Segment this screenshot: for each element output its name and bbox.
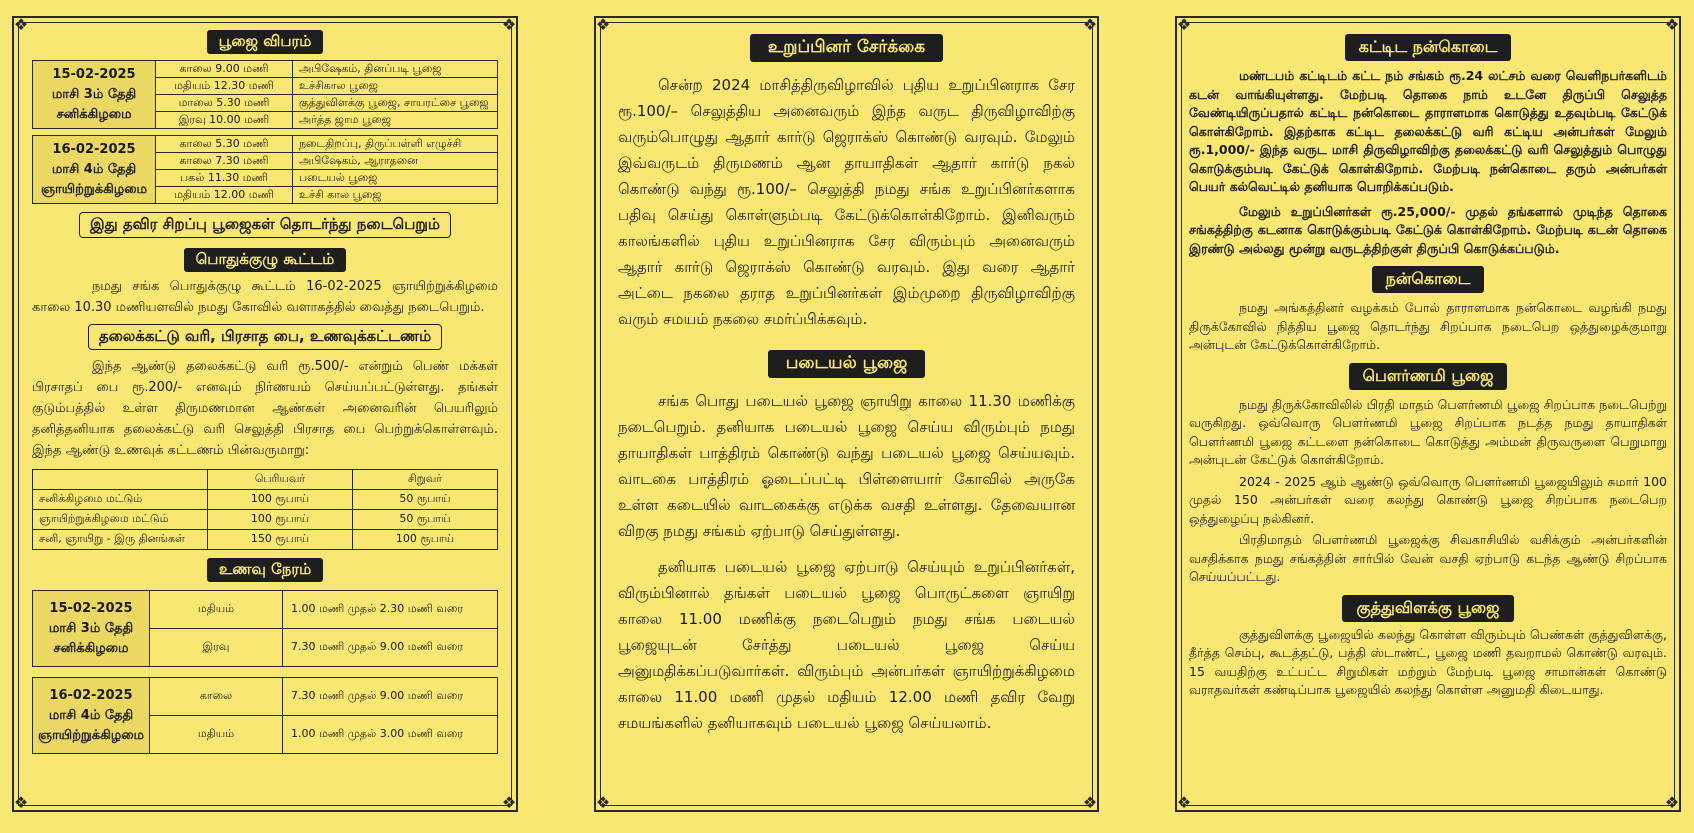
ornament-icon: ❖ [1664, 15, 1680, 34]
fee-header: பெரியவர் [208, 470, 353, 490]
left-panel [12, 16, 518, 812]
pooja-schedule-table-day1 [32, 60, 498, 129]
event-cell: அர்த்த ஜாம பூஜை [293, 112, 498, 129]
food-time-heading: உணவு நேரம் [207, 558, 323, 582]
pooja-schedule-heading: பூஜை விபரம் [207, 30, 324, 54]
food-time-table-day2 [32, 677, 498, 754]
donation-heading: நன்கொடை [1372, 266, 1485, 293]
event-cell: அபிஷேகம், ஆராதனை [293, 153, 498, 170]
event-cell: படையல் பூஜை [293, 170, 498, 187]
meal-time: 1.00 மணி முதல் 2.30 மணி வரை [283, 591, 498, 629]
special-pooja-note: இது தவிர சிறப்பு பூஜைகள் தொடர்ந்து நடைபெறும் [79, 212, 451, 238]
time-cell: காலை 7.30 மணி [156, 153, 293, 170]
time-cell: காலை 5.30 மணி [156, 136, 293, 153]
event-cell: குத்துவிளக்கு பூஜை, சாயரட்சை பூஜை [293, 95, 498, 112]
time-cell: மாலை 5.30 மணி [156, 95, 293, 112]
membership-heading: உறுப்பினர் சேர்க்கை [750, 34, 943, 62]
general-meeting-text: நமது சங்க பொதுக்குழு கூட்டம் 16-02-2025 ஞாயிற்றுக்கிழமை காலை 10.30 மணியளவில் நமது கோவில் வளாகத்தில் வைத்து நடைபெறும். [32, 279, 498, 315]
date-cell: 15-02-2025 மாசி 3ம் தேதி சனிக்கிழமை [33, 61, 156, 129]
kuthuvilakku-heading: குத்துவிளக்கு பூஜை [1342, 595, 1513, 622]
meal-label: மதியம் [150, 716, 283, 754]
event-cell: நடைதிறப்பு, திருப்பள்ளி எழுச்சி [293, 136, 498, 153]
general-meeting-heading: பொதுக்குழு கூட்டம் [184, 248, 347, 272]
ornament-icon: ❖ [595, 15, 611, 34]
donation-text: நமது அங்கத்தினர் வழக்கம் போல் தாராளமாக நன்கொடை வழங்கி நமது திருக்கோவில் நித்திய பூஜை தொடர்ந்து சிறப்பாக நடைபெற ஒத்துழைக்குமாறு அன்புடன் கேட்டுக்கொள்கிறோம். [1189, 300, 1667, 352]
ornament-icon: ❖ [501, 793, 517, 812]
fee-row-label: ஞாயிற்றுக்கிழமை மட்டும் [33, 510, 208, 530]
meal-time: 7.30 மணி முதல் 9.00 மணி வரை [283, 629, 498, 667]
meal-label: மதியம் [150, 591, 283, 629]
padayal-text-1: சங்க பொது படையல் பூஜை ஞாயிறு காலை 11.30 மணிக்கு நடைபெறும். தனியாக படையல் பூஜை செய்ய விரும்பும் நமது தாயாதிகள் பாத்திரம் கொண்டு வந்து படையல் பூஜை செய்யவும். வாடகை பாத்திரம் ஓடைப்பட்டி பிள்ளையார் கோவில் அருகே உள்ள கடையில் வாடகைக்கு எடுக்க வசதி உள்ளது. தேவையான விறகு நமது சங்கம் ஏற்பாடு செய்துள்ளது. [618, 392, 1075, 540]
ornament-icon: ❖ [13, 15, 29, 34]
building-text-1: மண்டபம் கட்டிடம் கட்ட நம் சங்கம் ரூ.24 லட்சம் வரை வெளிநபர்களிடம் கடன் வாங்கியுள்ளது. மேற்படி தொகை நாம் உடனே திருப்பி செலுத்த வேண்டியிருப்பதால் கட்டிட நன்கொடை தாராளமாக கொடுத்து உதவும்படி கேட்டுக் கொள்கிறோம். இதற்காக கட்டிட தலைக்கட்டு வரி கட்டிய அன்பர்கள் மேலும் ரூ.1,000/- இந்த வருட மாசி திருவிழாவிற்கு தலைக்கட்டு வரி செலுத்தும் பொழுது கொடுக்கும்படி கேட்டுக் கொள்கிறோம். மேற்படி நன்கொடை தரும் அன்பர்கள் பெயர் கல்வெட்டில் தனியாக பொறிக்கப்படும். [1189, 68, 1667, 194]
ornament-icon: ❖ [13, 793, 29, 812]
tax-text: இந்த ஆண்டு தலைக்கட்டு வரி ரூ.500/- என்றும் பெண் மக்கள் பிரசாதப் பை ரூ.200/- எனவும் நிர்ணயம் செய்யப்பட்டுள்ளது. தங்கள் குடும்பத்தில் உள்ள திருமணமான ஆண்கள் அனைவரின் பெயரிலும் தனித்தனியாக தலைக்கட்டு வரி செலுத்தி பிரசாத பை பெற்றுக்கொள்ளவும். இந்த ஆண்டு உணவுக் கட்டணம் பின்வருமாறு: [32, 359, 498, 458]
event-cell: அபிஷேகம், தினப்படி பூஜை [293, 61, 498, 78]
meal-label: இரவு [150, 629, 283, 667]
date-cell: 16-02-2025 மாசி 4ம் தேதி ஞாயிற்றுக்கிழமை [33, 678, 150, 754]
ornament-icon: ❖ [1664, 793, 1680, 812]
fee-child: 100 ரூபாய் [353, 530, 498, 550]
middle-panel [594, 16, 1099, 812]
building-donation-heading: கட்டிட நன்கொடை [1345, 34, 1512, 61]
meal-time: 7.30 மணி முதல் 9.00 மணி வரை [283, 678, 498, 716]
ornament-icon: ❖ [1082, 793, 1098, 812]
pooja-schedule-table-day2 [32, 135, 498, 204]
building-text-2: மேலும் உறுப்பினர்கள் ரூ.25,000/- முதல் தங்களால் முடிந்த தொகை சங்கத்திற்கு கடனாக கொடுக்கும்படி கேட்டுக் கொள்கிறோம். மேற்படி கடன் தொகை இரண்டு அல்லது மூன்று வருடத்திற்குள் திருப்பி கொடுக்கப்படும். [1189, 203, 1667, 256]
pournami-heading: பௌர்ணமி பூஜை [1349, 363, 1508, 390]
fee-row-label: சனிக்கிழமை மட்டும் [33, 490, 208, 510]
kuthuvilakku-text: குத்துவிளக்கு பூஜையில் கலந்து கொள்ள விரும்பும் பெண்கள் குத்துவிளக்கு, தீர்த்த செம்பு, கூடத்தட்டு, பத்தி ஸ்டாண்ட், பூஜை மணி தவறாமல் கொண்டு வரவும். 15 வயதிற்கு உட்பட்ட சிறுமிகள் மற்றும் மேற்படி பூஜை சாமான்கள் கொண்டு வராதவர்கள் கண்டிப்பாக பூஜையில் கலந்து கொள்ள அனுமதி கிடையாது. [1189, 626, 1667, 697]
fee-row-label: சனி, ஞாயிறு - இரு தினங்கள் [33, 530, 208, 550]
fee-child: 50 ரூபாய் [353, 510, 498, 530]
pournami-text-1: நமது திருக்கோவிலில் பிரதி மாதம் பௌர்ணமி பூஜை சிறப்பாக நடைபெற்று வருகிறது. ஒவ்வொரு பௌர்ணமி பூஜை சிறப்பாக நடத்த நமது தாயாதிகள் பௌர்ணமி பூஜை கட்டளை நன்கொடை கொடுத்து அம்மன் திருவருளை பெறுமாறு அன்புடன் கேட்டுக் கொள்கிறோம். [1189, 396, 1667, 467]
time-cell: மதியம் 12.30 மணி [156, 78, 293, 95]
fee-adult: 100 ரூபாய் [208, 510, 353, 530]
time-cell: மதியம் 12.00 மணி [156, 187, 293, 204]
padayal-text-2: தனியாக படையல் பூஜை ஏற்பாடு செய்யும் உறுப்பினர்கள், விரும்பினால் தங்கள் படையல் பூஜை பொருட்களை ஞாயிறு காலை 11.00 மணிக்கு நடைபெறும் நமது சங்க படையல் பூஜையுடன் சேர்த்து படையல் பூஜை செய்ய அனுமதிக்கப்படுவார்கள். விரும்பும் அன்பர்கள் ஞாயிற்றுக்கிழமை காலை 11.00 மணி முதல் மதியம் 12.00 மணி தவிர வேறு சமயங்களில் தனியாகவும் படையல் பூஜை செய்யலாம். [618, 558, 1075, 732]
ornament-icon: ❖ [595, 793, 611, 812]
fee-adult: 150 ரூபாய் [208, 530, 353, 550]
fee-header: சிறுவர் [353, 470, 498, 490]
ornament-icon: ❖ [1082, 15, 1098, 34]
time-cell: பகல் 11.30 மணி [156, 170, 293, 187]
date-cell: 16-02-2025 மாசி 4ம் தேதி ஞாயிற்றுக்கிழமை [33, 136, 156, 204]
meal-time: 1.00 மணி முதல் 3.00 மணி வரை [283, 716, 498, 754]
time-cell: காலை 9.00 மணி [156, 61, 293, 78]
membership-text: சென்ற 2024 மாசித்திருவிழாவில் புதிய உறுப்பினராக சேர ரூ.100/– செலுத்திய அனைவரும் இந்த வருட திருவிழாவிற்கு வரும்பொழுது ஆதார் கார்டு ஜெராக்ஸ் கொண்டு வரவும். மேலும் இவ்வருடம் திருமணம் ஆன தாயாதிகள் ஆதார் கார்டு நகல் கொண்டு வந்து ரூ.100/– செலுத்தி நமது சங்க உறுப்பினர்களாக பதிவு செய்து கொள்ளும்படி கேட்டுக்கொள்கிறோம். இனிவரும் காலங்களில் புதிய உறுப்பினராக சேர விரும்பும் அனைவரும் ஆதார் கார்டு ஜெராக்ஸ் கொண்டு வரவும். இது வரை ஆதார் அட்டை நகலை தராத உறுப்பினர்கள் இம்முறை திருவிழாவிற்கு வரும் சமயம் நகலை சமர்ப்பிக்கவும். [618, 76, 1075, 328]
ornament-icon: ❖ [1176, 793, 1192, 812]
meal-label: காலை [150, 678, 283, 716]
ornament-icon: ❖ [501, 15, 517, 34]
tax-heading: தலைக்கட்டு வரி, பிரசாத பை, உணவுக்கட்டணம் [88, 324, 442, 350]
food-fee-table [32, 469, 498, 550]
time-cell: இரவு 10.00 மணி [156, 112, 293, 129]
pournami-text-3: பிரதிமாதம் பௌர்ணமி பூஜைக்கு சிவகாசியில் வசிக்கும் அன்பர்களின் வசதிக்காக நமது சங்கத்தின் சார்பில் வேன் வசதி ஏற்பாடு கடந்த ஆண்டு சிறப்பாக செய்யப்பட்டது. [1189, 532, 1667, 584]
pournami-text-2: 2024 - 2025 ஆம் ஆண்டு ஒவ்வொரு பௌர்ணமி பூஜையிலும் சுமார் 100 முதல் 150 அன்பர்கள் வரை கலந்து கொண்டு பூஜை சிறப்பாக நடைபெற ஒத்துழைப்பு நல்கினர். [1189, 473, 1667, 526]
fee-adult: 100 ரூபாய் [208, 490, 353, 510]
padayal-heading: படையல் பூஜை [768, 350, 926, 378]
ornament-icon: ❖ [1176, 15, 1192, 34]
event-cell: உச்சி கால பூஜை [293, 187, 498, 204]
event-cell: உச்சிகால பூஜை [293, 78, 498, 95]
fee-header [33, 470, 208, 490]
fee-child: 50 ரூபாய் [353, 490, 498, 510]
right-panel [1175, 16, 1681, 812]
date-cell: 15-02-2025 மாசி 3ம் தேதி சனிக்கிழமை [33, 591, 150, 667]
food-time-table-day1 [32, 590, 498, 667]
